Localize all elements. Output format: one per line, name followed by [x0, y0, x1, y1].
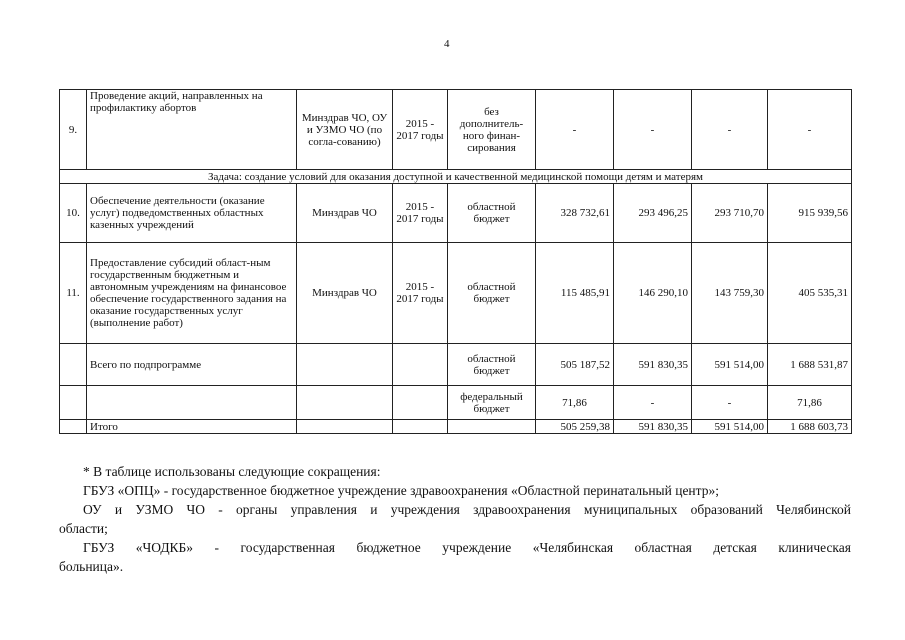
value-2017: - — [692, 90, 768, 170]
value-total: 915 939,56 — [768, 184, 852, 243]
value-2016: 591 830,35 — [614, 420, 692, 434]
value-2015: 328 732,61 — [536, 184, 614, 243]
footnote-chodkb-line1: ГБУЗ «ЧОДКБ» - государственная бюджетное учреждение «Челябинская областная детская клиническая — [83, 540, 851, 555]
value-2015: 115 485,91 — [536, 243, 614, 344]
row-number: 11. — [60, 243, 87, 344]
task-text: Задача: создание условий для оказания доступной и качественной медицинской помощи детям и матерям — [60, 170, 852, 184]
footnote-ou-line2: области; — [59, 521, 108, 536]
value-2016: 146 290,10 — [614, 243, 692, 344]
value-2015: - — [536, 90, 614, 170]
program-table — [59, 89, 852, 434]
total-label: Итого — [87, 420, 297, 434]
value-2015: 505 187,52 — [536, 344, 614, 386]
executor: Минздрав ЧО — [297, 243, 393, 344]
value-2017: 591 514,00 — [692, 344, 768, 386]
value-2015: 505 259,38 — [536, 420, 614, 434]
funding-source: областной бюджет — [448, 243, 536, 344]
footnote-opc: ГБУЗ «ОПЦ» - государственное бюджетное учреждение здравоохранения «Областной перинатальный центр»; — [83, 483, 719, 498]
page-number: 4 — [444, 38, 450, 50]
value-2017: 591 514,00 — [692, 420, 768, 434]
value-2017: 293 710,70 — [692, 184, 768, 243]
value-2015: 71,86 — [536, 386, 614, 420]
value-2016: 591 830,35 — [614, 344, 692, 386]
subtotal-row — [60, 386, 852, 420]
value-total: 405 535,31 — [768, 243, 852, 344]
funding-source: областной бюджет — [448, 184, 536, 243]
subtotal-row — [60, 344, 852, 386]
value-total: 1 688 531,87 — [768, 344, 852, 386]
row-number: 10. — [60, 184, 87, 243]
total-row — [60, 420, 852, 434]
task-row — [60, 170, 852, 184]
value-total: 1 688 603,73 — [768, 420, 852, 434]
value-2016: - — [614, 386, 692, 420]
funding-source: федеральный бюджет — [448, 386, 536, 420]
period: 2015 - 2017 годы — [393, 243, 448, 344]
executor: Минздрав ЧО — [297, 184, 393, 243]
table-row — [60, 184, 852, 243]
value-total: - — [768, 90, 852, 170]
footnote-intro: * В таблице использованы следующие сокращения: — [83, 464, 381, 479]
footnotes — [59, 462, 851, 576]
executor: Минздрав ЧО, ОУ и УЗМО ЧО (по согла-сованию) — [297, 90, 393, 170]
row-number: 9. — [60, 90, 87, 170]
subtotal-label: Всего по подпрограмме — [87, 344, 297, 386]
table-row — [60, 243, 852, 344]
value-2017: 143 759,30 — [692, 243, 768, 344]
value-2016: 293 496,25 — [614, 184, 692, 243]
funding-source: областной бюджет — [448, 344, 536, 386]
table-row — [60, 90, 852, 170]
footnote-chodkb-line2: больница». — [59, 559, 124, 574]
period: 2015 - 2017 годы — [393, 90, 448, 170]
activity-name: Предоставление субсидий област-ным государственным бюджетным и автономным учреждениям на финансовое обеспечение государственного задания на оказание государственных услуг (выполнение работ) — [87, 243, 297, 344]
activity-name: Проведение акций, направленных на профилактику абортов — [87, 90, 297, 170]
funding-source: без дополнитель-ного финан-сирования — [448, 90, 536, 170]
value-2016: - — [614, 90, 692, 170]
value-total: 71,86 — [768, 386, 852, 420]
value-2017: - — [692, 386, 768, 420]
period: 2015 - 2017 годы — [393, 184, 448, 243]
footnote-ou-line1: ОУ и УЗМО ЧО - органы управления и учреждения здравоохранения муниципальных образований Челябинской — [83, 502, 851, 517]
activity-name: Обеспечение деятельности (оказание услуг) подведомственных областных казенных учреждений — [87, 184, 297, 243]
